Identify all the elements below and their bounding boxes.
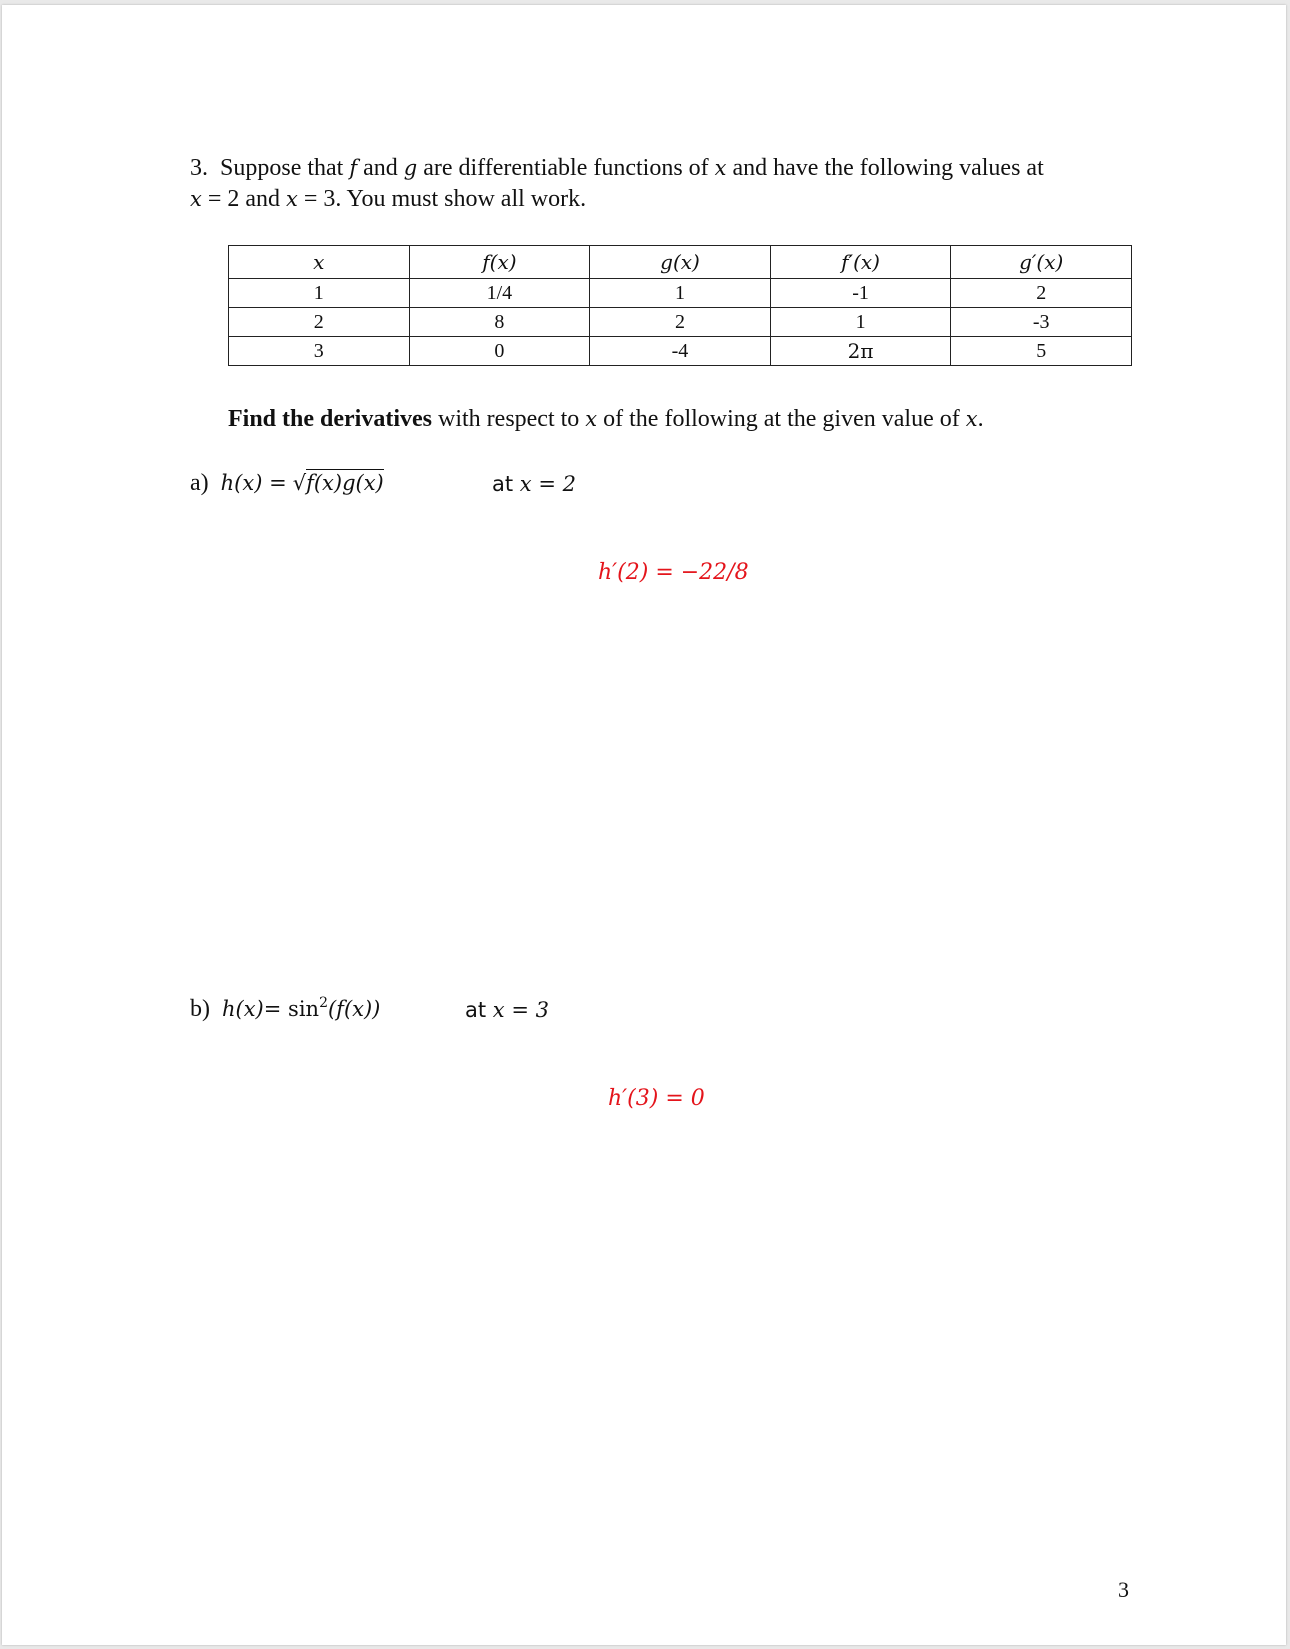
table-row [229, 279, 1132, 308]
table-cell: 8 [409, 308, 590, 337]
question-line-1: 3. Suppose that f and g are differentiable functions of x and have the following values at [190, 155, 1044, 181]
table-cell: -1 [770, 279, 951, 308]
sqrt-symbol: √ [292, 471, 307, 495]
part-b-label: b) [190, 996, 210, 1022]
table-cell: 2 [590, 308, 771, 337]
table-header-cell: f(x) [409, 246, 590, 279]
table-header-cell: f′(x) [770, 246, 951, 279]
table-header-row [229, 246, 1132, 279]
page-number: 3 [1118, 1577, 1129, 1602]
table-cell: 1 [229, 279, 410, 308]
table-row [229, 337, 1132, 366]
part-b-at: at x = 3 [465, 998, 549, 1022]
part-a-lhs: h(x) = [220, 471, 287, 495]
part-a-label: a) [190, 470, 209, 496]
table-cell: 2 [951, 279, 1132, 308]
table-row [229, 308, 1132, 337]
table-cell: 3 [229, 337, 410, 366]
part-a-answer: h′(2) = −22/8 [598, 560, 749, 585]
values-table [228, 245, 1132, 366]
table-header-cell: g′(x) [951, 246, 1132, 279]
table-cell: 1 [770, 308, 951, 337]
part-a-problem [190, 470, 384, 497]
question-line-2: x = 2 and x = 3. You must show all work. [190, 186, 587, 212]
table-header-cell: x [229, 246, 410, 279]
table-cell: 1/4 [409, 279, 590, 308]
table-cell: 5 [951, 337, 1132, 366]
instruction-text: Find the derivatives with respect to x of the following at the given value of x. [228, 406, 984, 432]
document-page [2, 5, 1286, 1645]
table-cell: 2 [229, 308, 410, 337]
question-number: 3. [190, 155, 208, 181]
table-header-cell: g(x) [590, 246, 771, 279]
table-cell: -3 [951, 308, 1132, 337]
table-cell: 1 [590, 279, 771, 308]
table-cell: 2π [770, 337, 951, 366]
table-cell: -4 [590, 337, 771, 366]
part-b-problem: b) $h(x)= \sin^2(f(x))$ [190, 995, 381, 1022]
part-a-at: at x = 2 [492, 472, 576, 496]
part-b-answer: h′(3) = 0 [608, 1086, 705, 1111]
table-cell: 0 [409, 337, 590, 366]
part-a-radicand: f(x)g(x) [306, 471, 384, 495]
